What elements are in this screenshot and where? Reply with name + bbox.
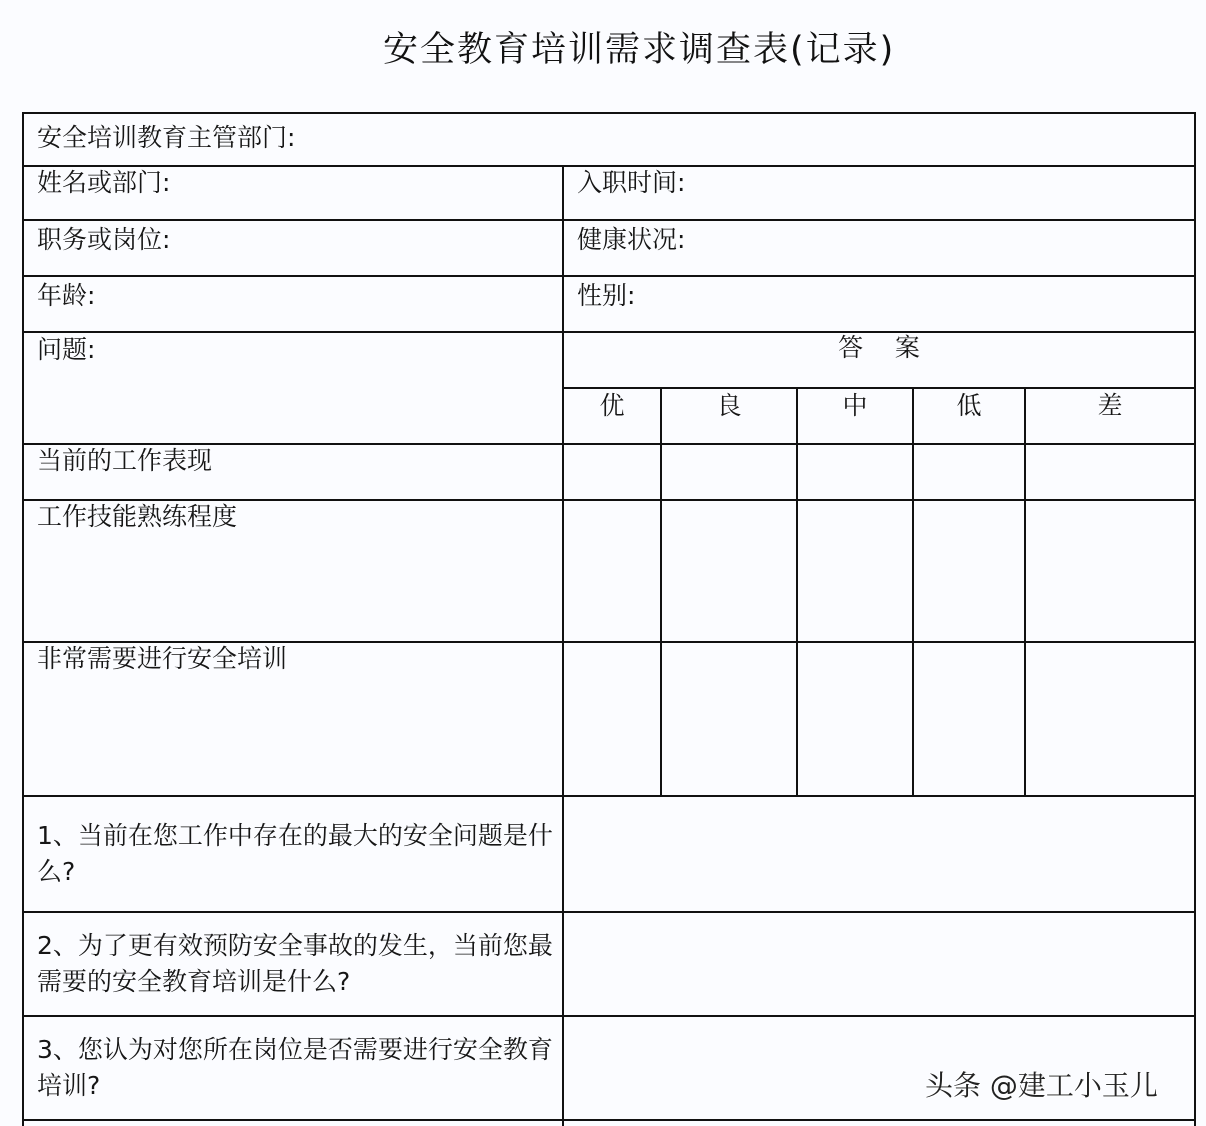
rating-col-poor: 差 — [1097, 391, 1123, 420]
rating-row-label-work-performance: 当前的工作表现 — [37, 446, 213, 475]
answer-col-divider — [660, 387, 662, 796]
row-divider — [23, 275, 1196, 277]
rating-col-medium: 中 — [842, 391, 868, 420]
page-title: 安全教育培训需求调查表(记录) — [383, 30, 896, 70]
gender-label: 性别: — [577, 281, 636, 310]
row-divider — [23, 219, 1196, 221]
row-divider — [23, 1119, 1196, 1121]
health-label: 健康状况: — [577, 225, 686, 254]
rating-row-label-training-need: 非常需要进行安全培训 — [37, 644, 288, 673]
row-divider — [23, 795, 1196, 797]
table-border-top — [23, 112, 1196, 114]
table-border-left — [22, 112, 24, 1126]
name-or-department-label: 姓名或部门: — [37, 168, 171, 197]
rating-row-label-skill-proficiency: 工作技能熟练程度 — [37, 502, 238, 531]
age-label: 年龄: — [37, 281, 96, 310]
row-divider — [23, 911, 1196, 913]
open-question-1: 1、当前在您工作中存在的最大的安全问题是什么? — [37, 821, 553, 886]
question-header: 问题: — [37, 335, 96, 364]
rating-col-good: 良 — [716, 391, 742, 420]
answer-header: 答 案 — [838, 333, 920, 362]
open-question-2: 2、为了更有效预防安全事故的发生，当前您最需要的安全教育培训是什么? — [37, 931, 553, 996]
answer-col-divider — [796, 387, 798, 796]
open-question-3: 3、您认为对您所在岗位是否需要进行安全教育培训? — [37, 1035, 553, 1100]
column-divider-main — [562, 165, 564, 1126]
answer-header-divider — [563, 387, 1196, 389]
rating-col-low: 低 — [956, 391, 982, 420]
answer-col-divider — [1024, 387, 1026, 796]
department-in-charge-label: 安全培训教育主管部门: — [37, 123, 296, 152]
row-divider — [23, 1015, 1196, 1017]
table-border-right — [1194, 112, 1196, 1126]
rating-col-excellent: 优 — [599, 391, 625, 420]
watermark: 头条 @建工小玉儿 — [925, 1069, 1158, 1102]
answer-col-divider — [912, 387, 914, 796]
hire-date-label: 入职时间: — [577, 168, 686, 197]
position-label: 职务或岗位: — [37, 225, 171, 254]
